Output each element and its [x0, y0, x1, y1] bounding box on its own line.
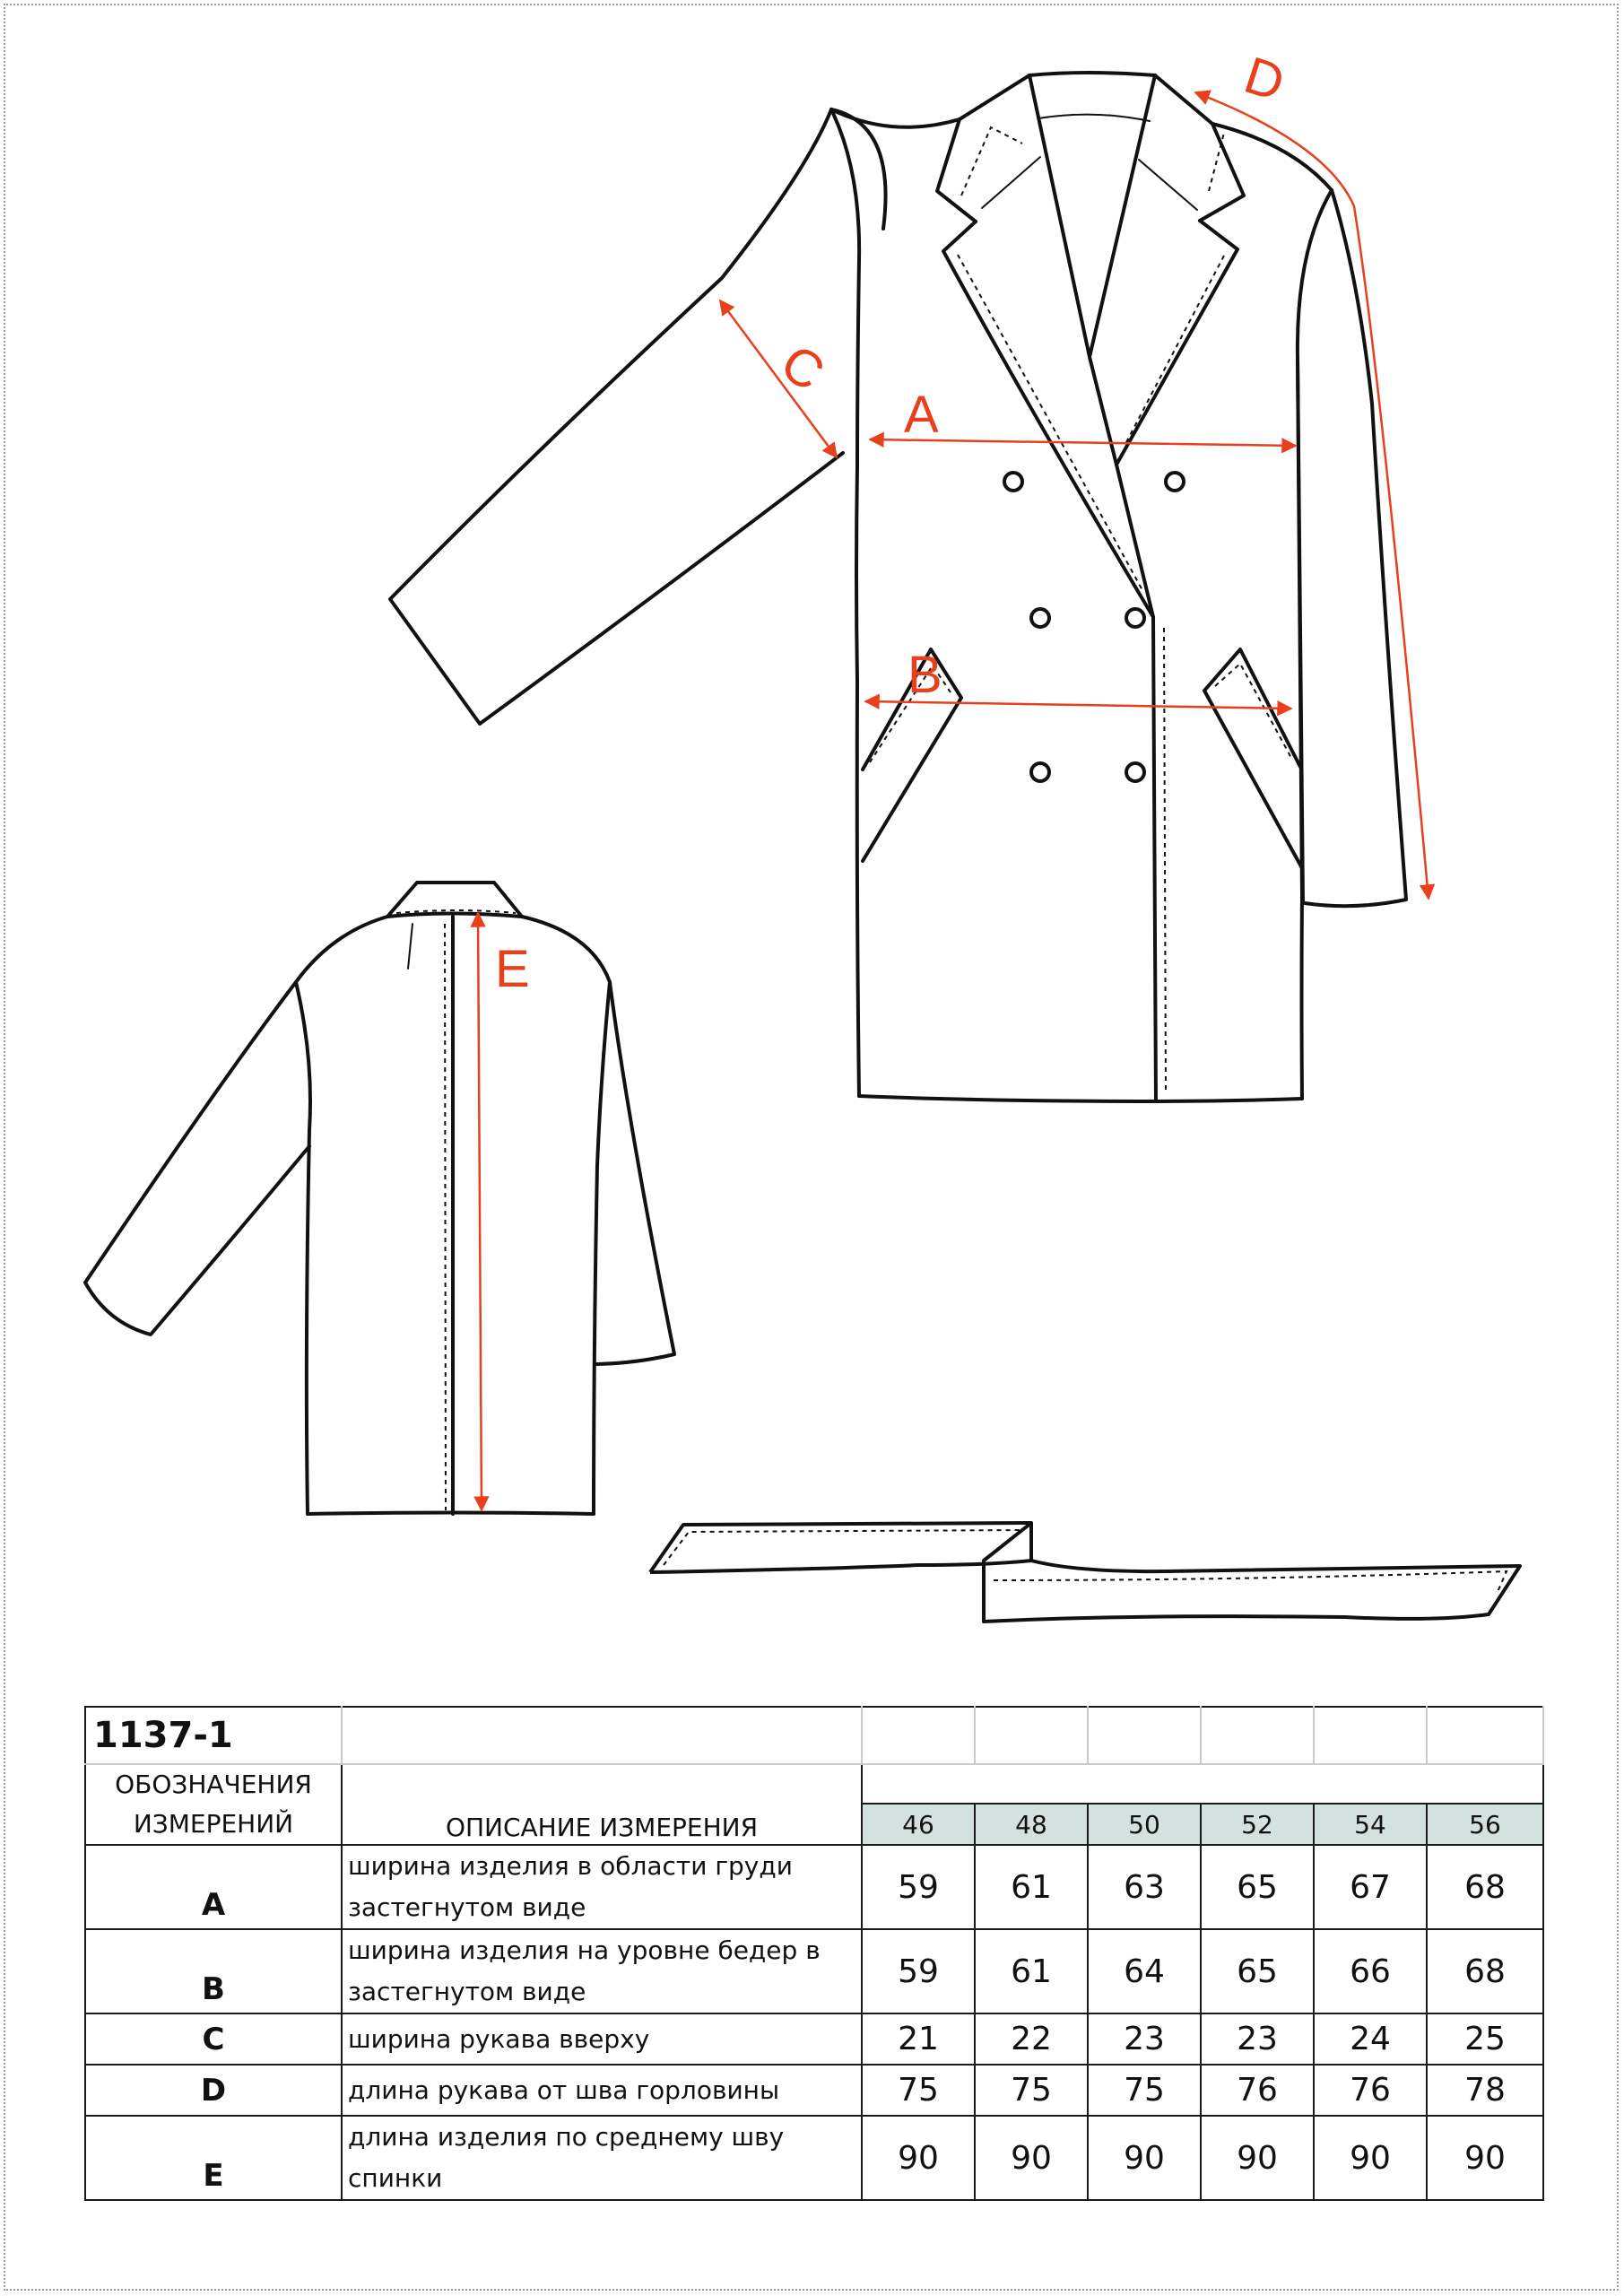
measure-label-d: D	[1238, 45, 1292, 113]
row-description: ширина изделия на уровне бедер в застегнутом виде	[342, 1929, 862, 2013]
value-cell: 75	[975, 2065, 1088, 2116]
measurement-lines	[478, 92, 1429, 1510]
value-cell: 25	[1427, 2013, 1543, 2065]
value-cell: 75	[1088, 2065, 1201, 2116]
value-cell: 23	[1088, 2013, 1201, 2065]
table-row	[85, 1929, 1543, 2013]
row-description: длина рукава от шва горловины	[342, 2065, 862, 2116]
value-cell: 90	[1201, 2116, 1314, 2200]
size-header: 56	[1427, 1804, 1543, 1845]
row-description: ширина рукава вверху	[342, 2013, 862, 2065]
value-cell: 59	[862, 1929, 975, 2013]
value-cell: 21	[862, 2013, 975, 2065]
value-cell: 76	[1201, 2065, 1314, 2116]
front-stitching	[870, 127, 1291, 1094]
value-cell: 67	[1314, 1845, 1427, 1929]
size-specification-table	[84, 1706, 1544, 2201]
value-cell: 78	[1427, 2065, 1543, 2116]
description-column-header: ОПИСАНИЕ ИЗМЕРЕНИЯ	[342, 1764, 862, 1845]
value-cell: 64	[1088, 1929, 1201, 2013]
table-title-row	[85, 1707, 1543, 1764]
coat-back-view	[85, 883, 674, 1514]
value-cell: 59	[862, 1845, 975, 1929]
row-label: D	[85, 2065, 342, 2116]
size-header: 52	[1201, 1804, 1314, 1845]
row-description: ширина изделия в области груди застегнутом виде	[342, 1845, 862, 1929]
row-label: B	[85, 1929, 342, 2013]
label-column-header: ОБОЗНАЧЕНИЯ ИЗМЕРЕНИЙ	[85, 1764, 342, 1845]
value-cell: 22	[975, 2013, 1088, 2065]
belt-drawing	[650, 1523, 1520, 1622]
value-cell: 65	[1201, 1845, 1314, 1929]
value-cell: 68	[1427, 1929, 1543, 2013]
belt-stitching	[664, 1530, 1507, 1592]
table-row	[85, 2013, 1543, 2065]
value-cell: 76	[1314, 2065, 1427, 2116]
table-row	[85, 2116, 1543, 2200]
value-cell: 23	[1201, 2013, 1314, 2065]
table-row	[85, 2065, 1543, 2116]
value-cell: 90	[975, 2116, 1088, 2200]
value-cell: 66	[1314, 1929, 1427, 2013]
value-cell: 75	[862, 2065, 975, 2116]
value-cell: 90	[1088, 2116, 1201, 2200]
size-header: 46	[862, 1804, 975, 1845]
coat-front-view	[390, 73, 1406, 1101]
row-label: E	[85, 2116, 342, 2200]
size-header: 54	[1314, 1804, 1427, 1845]
measure-label-b: B	[908, 646, 942, 704]
table-header-row	[85, 1764, 1543, 1804]
table-row	[85, 1845, 1543, 1929]
row-label: A	[85, 1845, 342, 1929]
measure-label-c: C	[770, 333, 835, 403]
value-cell: 90	[1427, 2116, 1543, 2200]
value-cell: 90	[862, 2116, 975, 2200]
size-header: 48	[975, 1804, 1088, 1845]
value-cell: 65	[1201, 1929, 1314, 2013]
measure-label-e: E	[495, 940, 530, 998]
value-cell: 68	[1427, 1845, 1543, 1929]
value-cell: 61	[975, 1929, 1088, 2013]
value-cell: 90	[1314, 2116, 1427, 2200]
value-cell: 63	[1088, 1845, 1201, 1929]
measure-label-a: A	[904, 386, 939, 444]
row-description: длина изделия по среднему шву спинки	[342, 2116, 862, 2200]
back-stitching	[396, 910, 516, 1510]
model-number: 1137-1	[85, 1707, 342, 1764]
size-header: 50	[1088, 1804, 1201, 1845]
value-cell: 61	[975, 1845, 1088, 1929]
row-label: C	[85, 2013, 342, 2065]
value-cell: 24	[1314, 2013, 1427, 2065]
